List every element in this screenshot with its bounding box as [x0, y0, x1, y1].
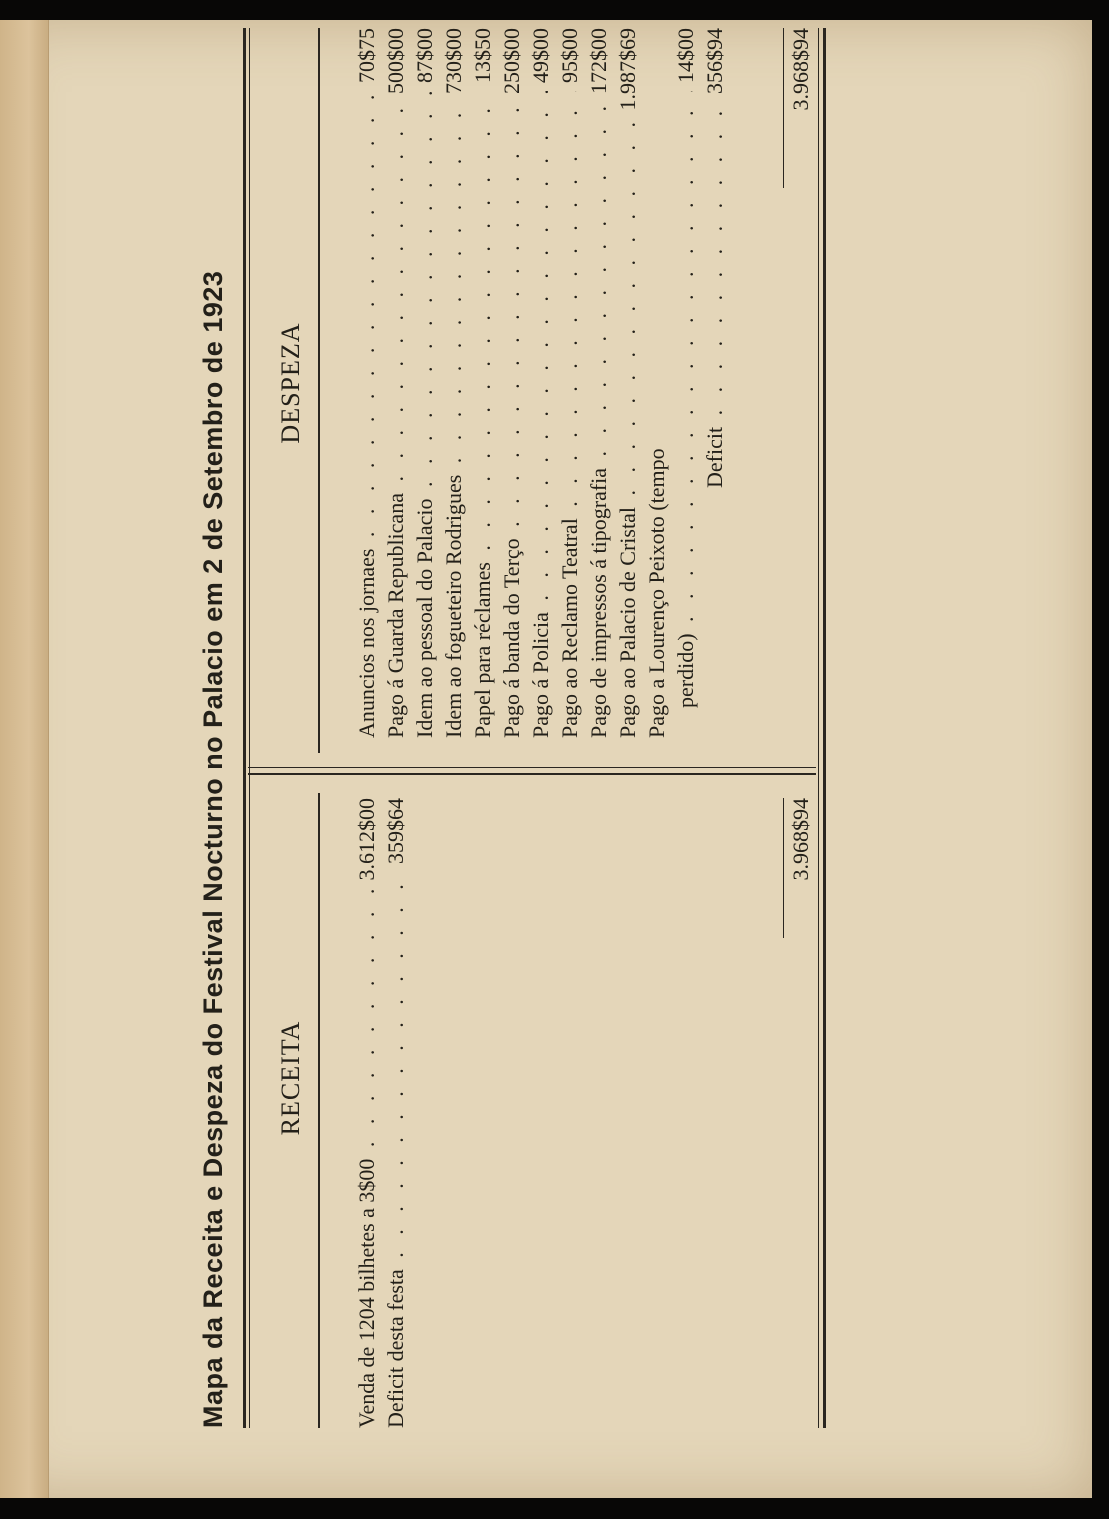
- despeza-total: 3.968$94: [788, 28, 813, 111]
- despeza-row-value: 87$00: [412, 28, 437, 83]
- receita-row-label: Venda de 1204 bilhetes a 3$00 . . .: [352, 889, 381, 1429]
- despeza-row-label: Anuncios nos jornaes . . .: [352, 91, 381, 738]
- receita-row-value: 3.612$00: [354, 798, 379, 881]
- document-page: [0, 20, 1092, 1498]
- despeza-row: [555, 28, 584, 738]
- despeza-row-label: Pago á Policia . . .: [526, 91, 555, 738]
- despeza-row-value: 1.987$69: [615, 28, 640, 111]
- receita-row-label: Deficit desta festa . . .: [381, 872, 410, 1428]
- despeza-row-value: 356$94: [702, 28, 727, 94]
- despeza-row-value: 95$00: [557, 28, 582, 83]
- despeza-row: [381, 28, 410, 738]
- despeza-row-label: Pago a Lourenço Peixoto (tempo: [644, 448, 669, 738]
- column-divider: [248, 773, 816, 775]
- despeza-row-value: 49$00: [528, 28, 553, 83]
- receita-row: [352, 798, 381, 1428]
- despeza-row-value: 70$75: [354, 28, 379, 83]
- bottom-rule-thick: [823, 28, 826, 1428]
- receita-row: [381, 798, 410, 1428]
- despeza-row-value: 172$00: [586, 28, 611, 94]
- despeza-row-label: perdido) . . .: [671, 91, 700, 708]
- despeza-heading: DESPEZA: [276, 322, 305, 444]
- despeza-row: [526, 28, 555, 738]
- bottom-rule: [818, 28, 819, 1428]
- despeza-row: [439, 28, 468, 738]
- despeza-row-label: Pago ao Palacio de Cristal . . .: [613, 119, 642, 739]
- receita-sum-rule: [783, 798, 784, 938]
- despeza-row-label: Deficit . . .: [700, 102, 729, 488]
- despeza-row-label: Pago á Guarda Republicana . . .: [381, 102, 410, 738]
- despeza-row: [700, 28, 729, 488]
- despeza-row: [468, 28, 497, 738]
- despeza-row-label: Idem ao fogueteiro Rodrigues . . .: [439, 102, 468, 738]
- receita-header-rule: [318, 793, 320, 1428]
- despeza-row-label: Papel para réclames . . .: [468, 91, 497, 738]
- despeza-row-value: 14$00: [673, 28, 698, 83]
- receita-row-value: 359$64: [383, 798, 408, 864]
- despeza-header-rule: [318, 28, 320, 753]
- despeza-row: [613, 28, 642, 738]
- despeza-row: [584, 28, 613, 738]
- despeza-row-value: 13$50: [470, 28, 495, 83]
- despeza-row-label: Pago á banda do Terço . . .: [497, 102, 526, 738]
- top-rule-thin: [249, 28, 250, 1428]
- receita-total: 3.968$94: [788, 798, 813, 881]
- despeza-row-label: Idem ao pessoal do Palacio . . .: [410, 91, 439, 738]
- despeza-row: [497, 28, 526, 738]
- despeza-row-label: Pago ao Reclamo Teatral . . .: [555, 91, 584, 738]
- despeza-row-value: [642, 188, 671, 196]
- despeza-row: [352, 28, 381, 738]
- despeza-row-label: Pago de impressos á tipografia . . .: [584, 102, 613, 738]
- book-gutter: [0, 20, 49, 1498]
- receita-heading: RECEITA: [276, 1020, 305, 1136]
- despeza-sum-rule: [783, 28, 784, 188]
- despeza-row-value: 500$00: [383, 28, 408, 94]
- rotated-content: [48, 20, 1088, 1498]
- despeza-row: [642, 188, 671, 738]
- despeza-row-value: 730$00: [441, 28, 466, 94]
- document-title: Mapa da Receita e Despeza do Festival Nocturno no Palacio em 2 de Setembro de 1923: [198, 270, 228, 1428]
- top-rule: [243, 28, 246, 1428]
- column-divider-thin: [248, 767, 816, 768]
- despeza-row: [410, 28, 439, 738]
- despeza-row-value: 250$00: [499, 28, 524, 94]
- despeza-row: [671, 28, 700, 708]
